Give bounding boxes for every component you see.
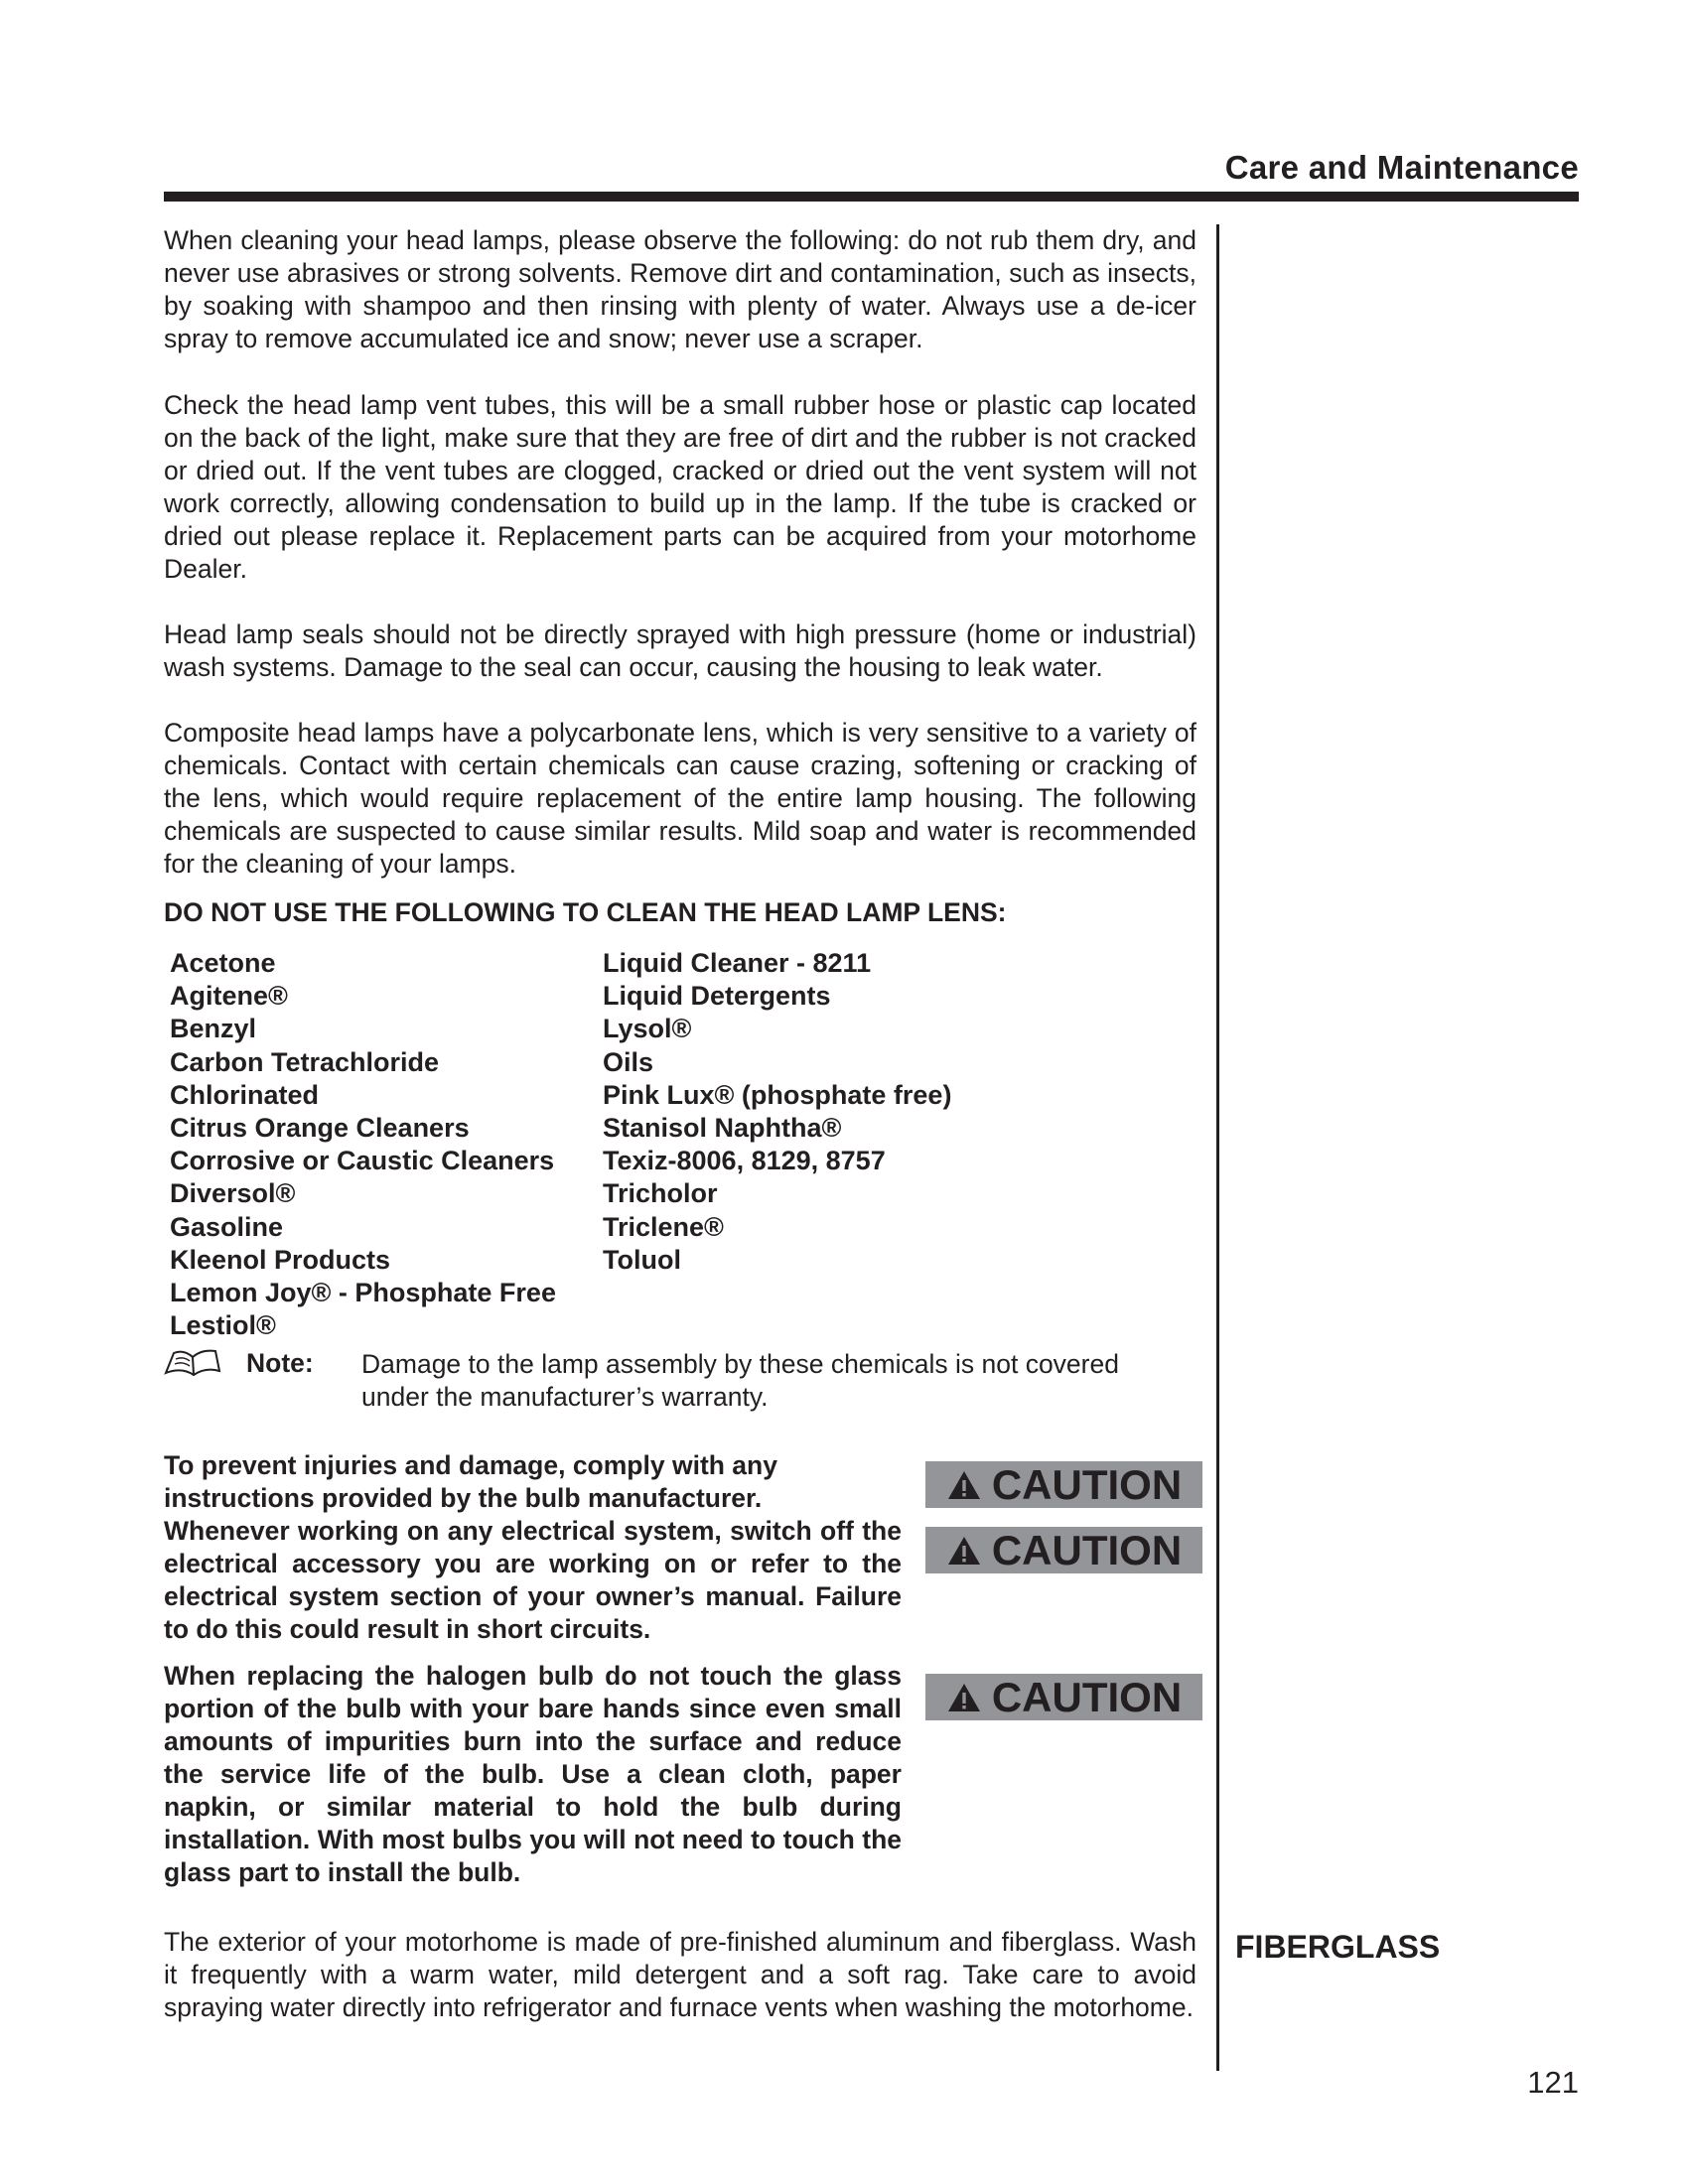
paragraph-seals: Head lamp seals should not be directly sprayed with high pressure (home or industrial) wash systems. Damage to the seal can occur, causing the housing to leak water. bbox=[164, 619, 1196, 682]
caution-badge bbox=[925, 1461, 1202, 1508]
chemical-item: Stanisol Naphtha® bbox=[603, 1113, 842, 1144]
caution-badge-label: CAUTION bbox=[991, 1527, 1183, 1573]
chemical-item: Lemon Joy® - Phosphate Free bbox=[170, 1278, 556, 1308]
caution-text-bulb-instructions: To prevent injuries and damage, comply with any instructions provided by the bulb manufacturer. bbox=[164, 1450, 777, 1513]
chemical-item: Citrus Orange Cleaners bbox=[170, 1113, 470, 1144]
caution-text-electrical: Whenever working on any electrical system, switch off the electrical accessory you are working on or refer to the electrical system section of your owner’s manual. Failure to do this could result in short circuits. bbox=[164, 1516, 902, 1644]
chemical-item: Gasoline bbox=[170, 1211, 284, 1242]
chemical-item: Tricholor bbox=[603, 1178, 718, 1209]
chemical-item: Chlorinated bbox=[170, 1079, 320, 1110]
header-rule bbox=[164, 192, 1579, 202]
note-label: Note: bbox=[246, 1348, 314, 1378]
chemical-item: Toluol bbox=[603, 1244, 681, 1275]
caution-text-halogen: When replacing the halogen bulb do not touch the glass portion of the bulb with your bare hands since even small amounts of impurities burn into the surface and reduce the service life of the bulb. Use a clean cloth, paper napkin, or similar material to hold the bulb during installation. With most bulbs you will not need to touch the glass part to install the bulb. bbox=[164, 1661, 902, 1887]
open-book-icon bbox=[164, 1347, 221, 1379]
chemical-item: Carbon Tetrachloride bbox=[170, 1046, 440, 1077]
section-label-fiberglass: FIBERGLASS bbox=[1235, 1929, 1441, 1965]
chemical-item: Kleenol Products bbox=[170, 1244, 391, 1275]
page-number: 121 bbox=[1527, 2065, 1579, 2100]
caution-badge-label: CAUTION bbox=[991, 1461, 1183, 1508]
chemical-item: Liquid Detergents bbox=[603, 981, 831, 1012]
paragraph-cleaning: When cleaning your head lamps, please observe the following: do not rub them dry, and never use abrasives or strong solvents. Remove dirt and contamination, such as insects, by soaking with shampoo and then rinsing with plenty of water. Always use a de-icer spray to remove accumulated ice and snow; never use a scraper. bbox=[164, 225, 1196, 353]
paragraph-fiberglass: The exterior of your motorhome is made of pre-finished aluminum and fiberglass. Wash it frequently with a warm water, mild detergent and a soft rag. Take care to avoid spraying water directly into refrigerator and furnace vents when washing the motorhome. bbox=[164, 1927, 1196, 2022]
note-text: Damage to the lamp assembly by these chemicals is not covered under the manufacturer’s warranty. bbox=[361, 1349, 1119, 1412]
chemical-item: Agitene® bbox=[170, 981, 288, 1012]
chemical-item: Triclene® bbox=[603, 1211, 724, 1242]
chemical-item: Pink Lux® (phosphate free) bbox=[603, 1079, 952, 1110]
column-divider bbox=[1216, 224, 1219, 2071]
chemical-item: Diversol® bbox=[170, 1178, 296, 1209]
page-title: Care and Maintenance bbox=[1224, 149, 1579, 186]
chemical-list-left bbox=[170, 947, 556, 1342]
chemical-item: Lestiol® bbox=[170, 1310, 276, 1341]
caution-badge bbox=[925, 1527, 1202, 1573]
chemical-item: Oils bbox=[603, 1046, 654, 1077]
chemical-item: Texiz-8006, 8129, 8757 bbox=[603, 1146, 886, 1176]
chemical-list-right bbox=[603, 947, 951, 1277]
do-not-use-heading: DO NOT USE THE FOLLOWING TO CLEAN THE HEAD LAMP LENS: bbox=[164, 897, 1007, 927]
paragraph-vent-tubes: Check the head lamp vent tubes, this will be a small rubber hose or plastic cap located on the back of the light, make sure that they are free of dirt and the rubber is not cracked or dried out. If the vent tubes are clogged, cracked or dried out the vent system will not work correctly, allowing condensation to build up in the lamp. If the tube is cracked or dried out please replace it. Replacement parts can be acquired from your motorhome Dealer. bbox=[164, 390, 1196, 584]
chemical-item: Corrosive or Caustic Cleaners bbox=[170, 1146, 555, 1176]
caution-badge bbox=[925, 1674, 1202, 1720]
chemical-item: Liquid Cleaner - 8211 bbox=[603, 948, 872, 978]
chemical-item: Acetone bbox=[170, 948, 276, 978]
chemical-item: Lysol® bbox=[603, 1014, 692, 1044]
chemical-item: Benzyl bbox=[170, 1014, 257, 1044]
warning-triangle-icon bbox=[946, 1535, 982, 1567]
paragraph-composite: Composite head lamps have a polycarbonate lens, which is very sensitive to a variety of chemicals. Contact with certain chemicals can cause crazing, softening or cracking of the lens, which would require replacement of the entire lamp housing. The following chemicals are suspected to cause similar results. Mild soap and water is recommended for the cleaning of your lamps. bbox=[164, 718, 1196, 879]
caution-badge-label: CAUTION bbox=[991, 1674, 1183, 1720]
warning-triangle-icon bbox=[946, 1469, 982, 1501]
warning-triangle-icon bbox=[946, 1682, 982, 1713]
